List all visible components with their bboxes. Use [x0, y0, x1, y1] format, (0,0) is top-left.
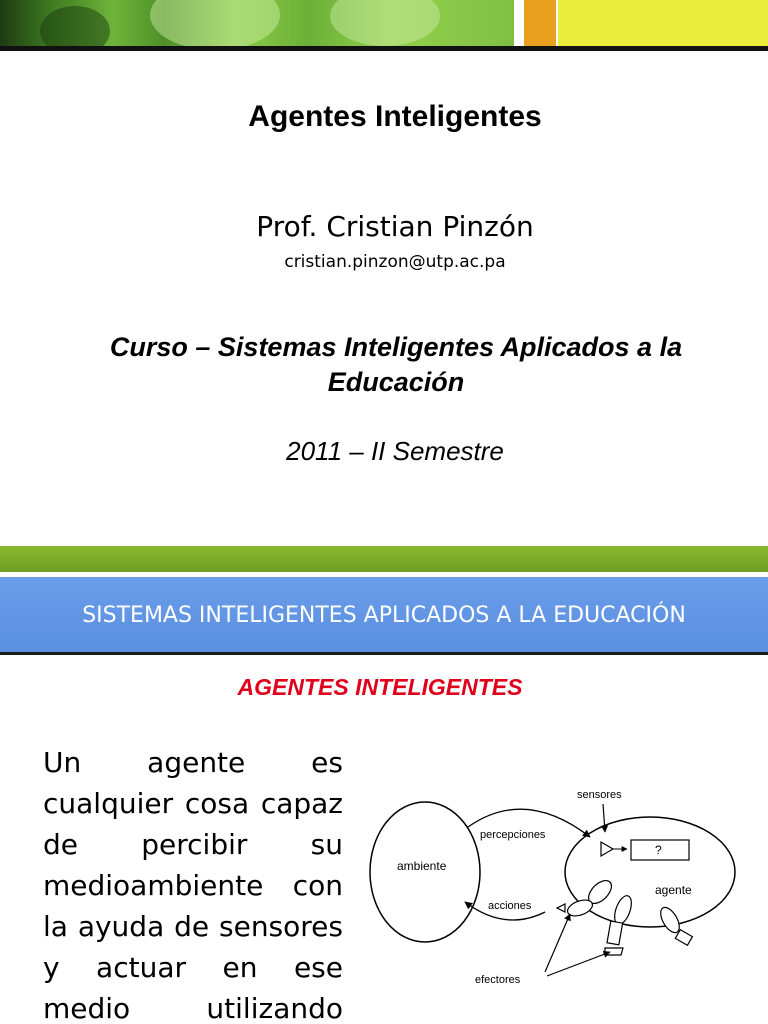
slide-footer-bar: [0, 546, 768, 572]
banner-yellow-block: [558, 0, 768, 46]
paragraph-line: y actuar en ese: [43, 951, 343, 984]
paragraph-line: medio utilizando: [43, 992, 343, 1024]
label-agente: agente: [655, 883, 692, 897]
effector-leg-icon: [605, 894, 635, 955]
label-efectores: efectores: [475, 974, 521, 986]
banner-photo-highlight: [150, 0, 280, 46]
effector-leg-icon: [657, 904, 692, 945]
semester: 2011 – II Semestre: [286, 436, 504, 466]
paragraph-line: medioambiente con: [43, 869, 343, 902]
banner-divider: [514, 0, 524, 46]
paragraph-line: la ayuda de sensores: [43, 910, 343, 943]
sensor-eye-icon: [601, 842, 613, 856]
professor-email: cristian.pinzon@utp.ac.pa: [284, 252, 506, 272]
efectores-arrow: [545, 914, 570, 972]
agent-ellipse: [565, 817, 735, 927]
banner-photo: [0, 0, 514, 46]
course-name: [60, 330, 732, 400]
banner-underline: [0, 46, 768, 51]
slide-header: [0, 577, 768, 655]
top-banner: [0, 0, 768, 46]
section-title: AGENTES INTELIGENTES: [237, 674, 523, 700]
label-percepciones: percepciones: [480, 829, 546, 841]
content-slide: [0, 572, 768, 1024]
efectores-arrow: [547, 952, 610, 976]
slide-header-title: SISTEMAS INTELIGENTES APLICADOS A LA EDUCACIÓN: [82, 603, 686, 628]
course-line: Educación: [327, 367, 465, 397]
banner-photo-highlight: [330, 0, 440, 46]
banner-orange-block: [524, 0, 556, 46]
sensores-arrow: [603, 804, 605, 832]
paragraph-line: de percibir su: [43, 828, 343, 861]
professor-name: Prof. Cristian Pinzón: [256, 210, 534, 243]
agent-environment-diagram: [365, 782, 745, 1002]
label-ambiente: ambiente: [397, 859, 447, 873]
paragraph-line: Un agente es: [43, 746, 343, 779]
paragraph-line: cualquier cosa capaz: [43, 787, 343, 820]
label-acciones: acciones: [488, 900, 532, 912]
label-sensores: sensores: [577, 789, 622, 801]
course-line: Curso – Sistemas Inteligentes Aplicados a la: [109, 332, 683, 362]
definition-paragraph: [43, 742, 343, 1024]
effector-arm-icon: [557, 876, 616, 919]
banner-photo-shadow: [40, 6, 110, 46]
agent-program-question: ?: [655, 843, 662, 857]
slide-title: Agentes Inteligentes: [248, 100, 542, 133]
